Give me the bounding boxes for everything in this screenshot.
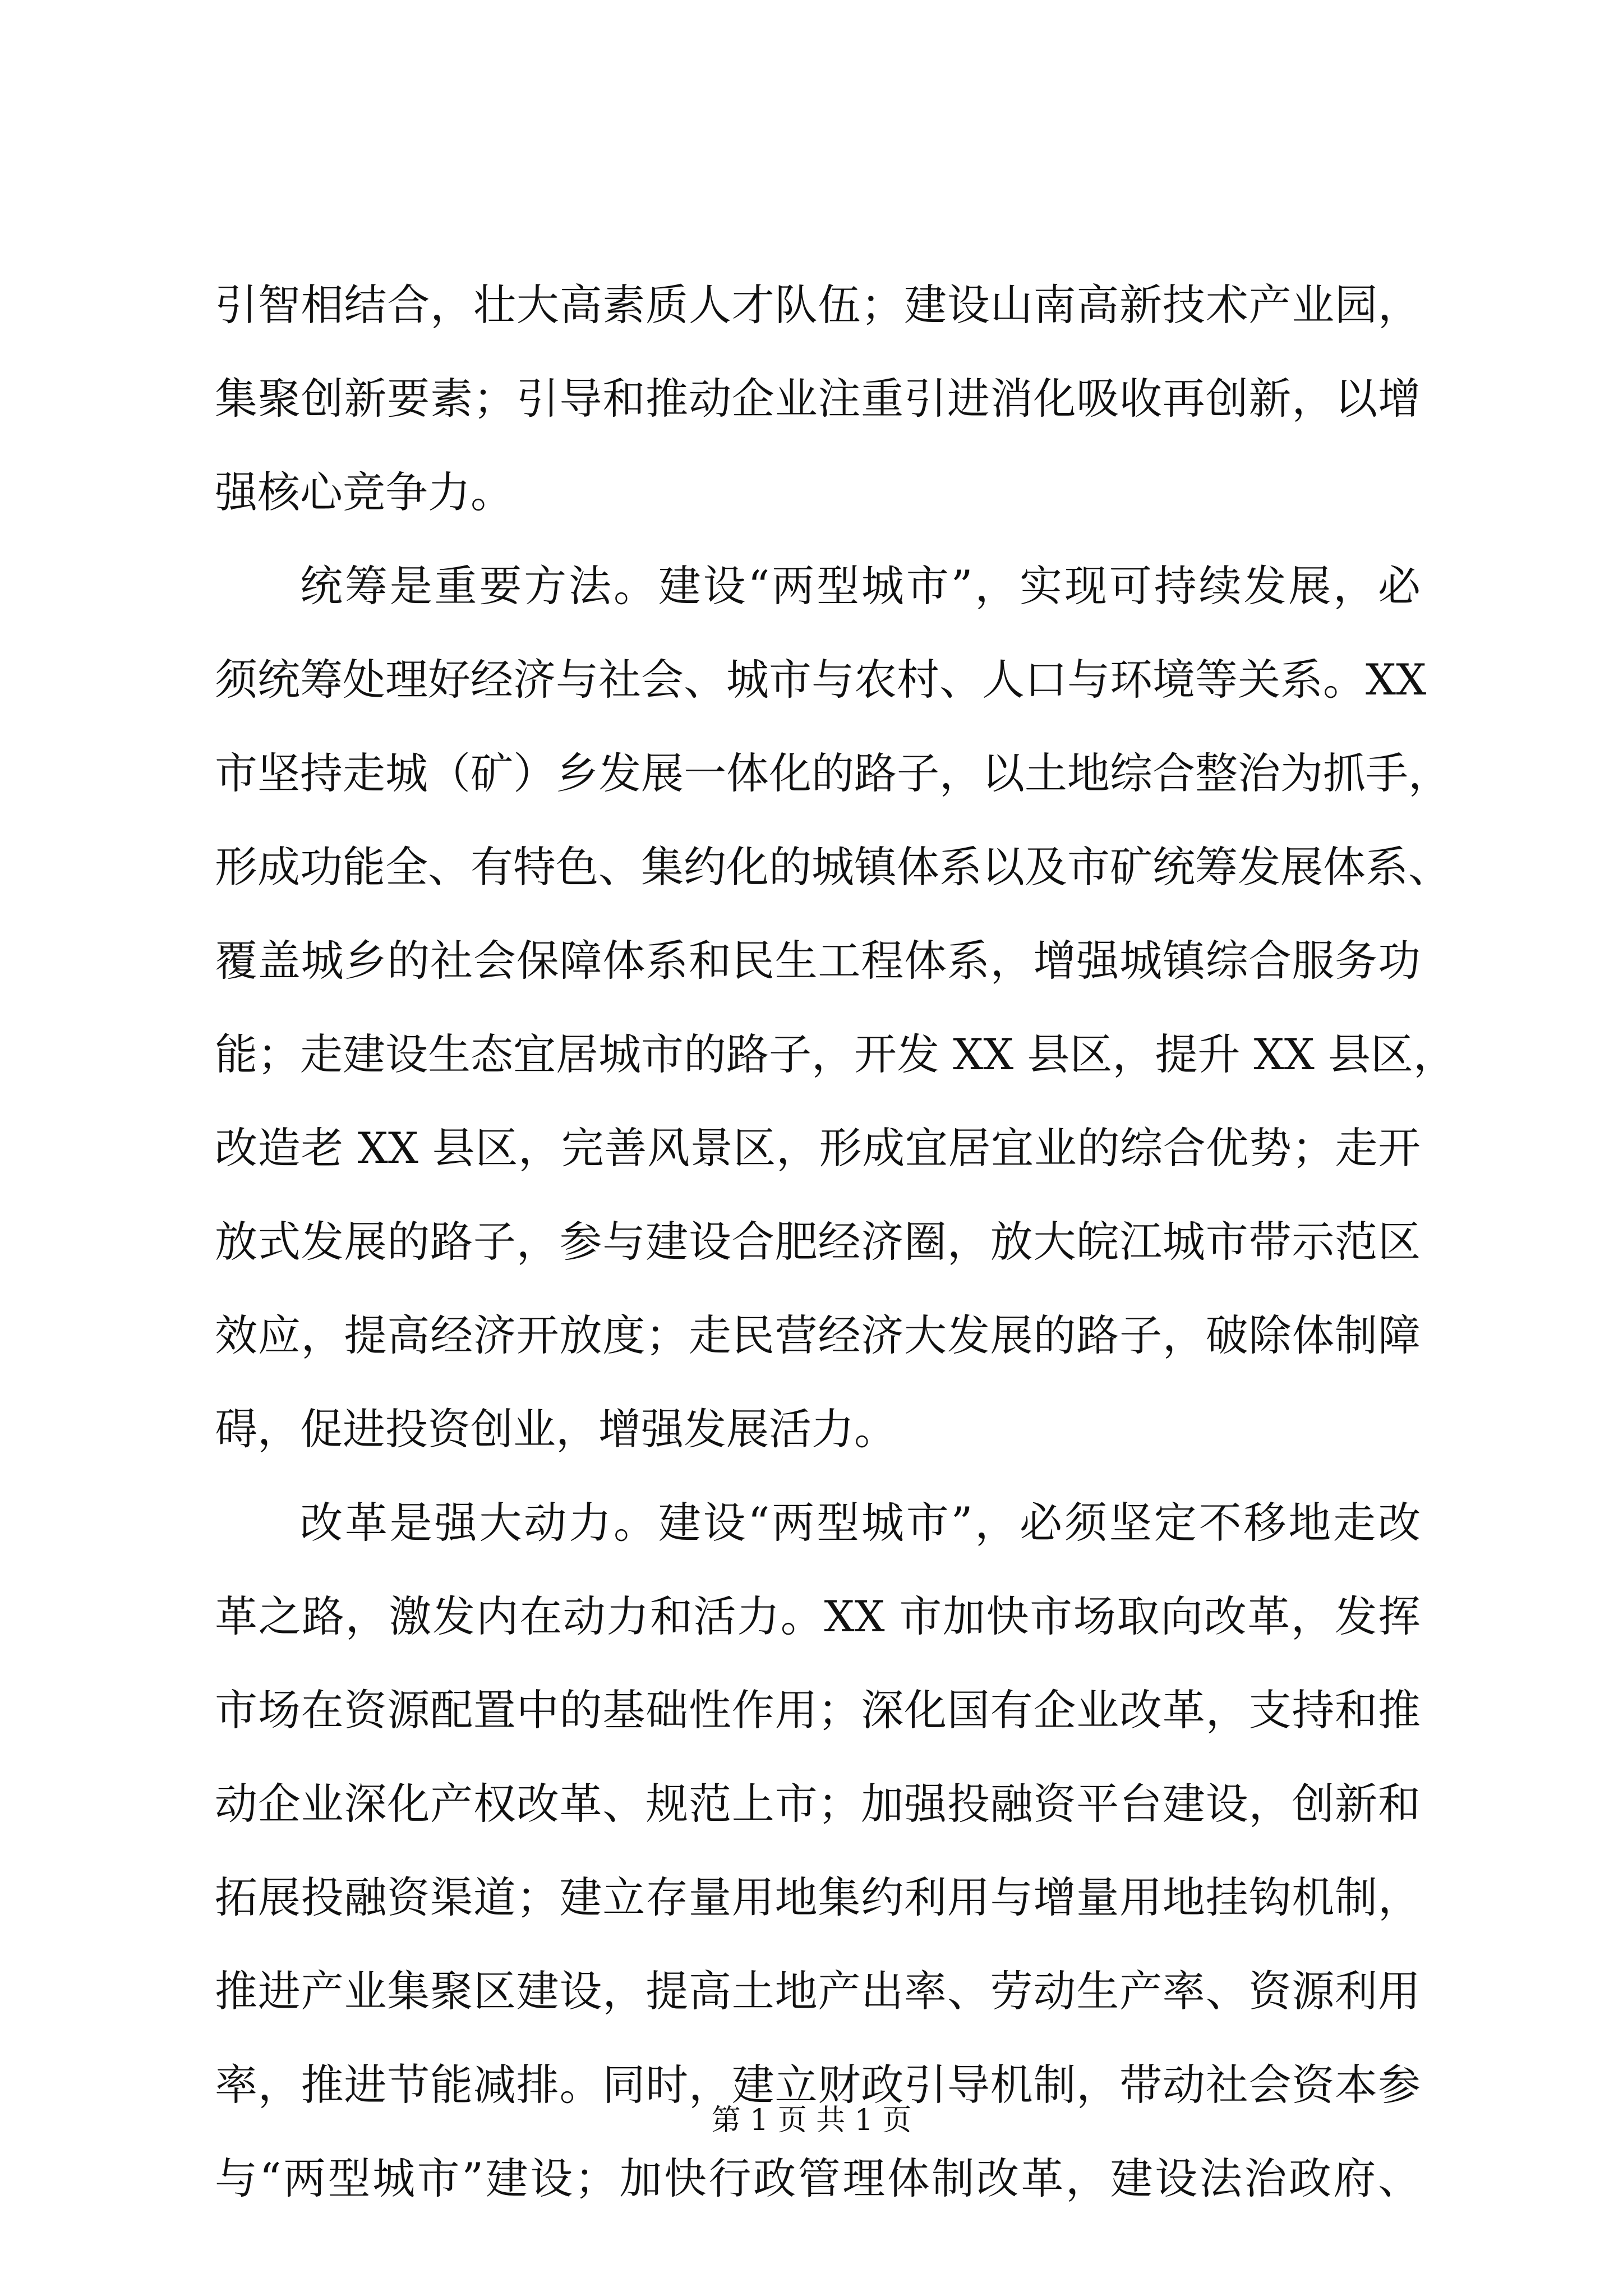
text-line: 动企业深化产权改革、规范上市；加强投融资平台建设，创新和 [215,1779,1421,1829]
text-line: 革之路，激发内在动力和活力。XX 市加快市场取向改革，发挥 [215,1591,1421,1641]
text-line: 碍，促进投资创业，增强发展活力。 [215,1404,897,1454]
page-footer [0,2098,1623,2143]
text-line: 强核心竞争力。 [215,467,513,517]
text-line: 覆盖城乡的社会保障体系和民生工程体系，增强城镇综合服务功 [215,936,1421,986]
text-line: 形成功能全、有特色、集约化的城镇体系以及市矿统筹发展体系、 [215,842,1451,892]
text-line: 能；走建设生态宜居城市的路子，开发 XX 县区，提升 XX 县区， [215,1029,1456,1079]
text-line: 须统筹处理好经济与社会、城市与农村、人口与环境等关系。XX [215,655,1427,705]
text-line: 放式发展的路子，参与建设合肥经济圈，放大皖江城市带示范区 [215,1217,1421,1267]
text-line: 改造老 XX 县区，完善风景区，形成宜居宜业的综合优势；走开 [215,1123,1421,1173]
text-line: 引智相结合，壮大高素质人才队伍；建设山南高新技术产业园， [215,280,1421,330]
text-line: 与“两型城市”建设；加快行政管理体制改革，建设法治政府、 [215,2154,1421,2203]
text-line: 集聚创新要素；引导和推动企业注重引进消化吸收再创新，以增 [215,374,1421,424]
text-line: 市坚持走城（矿）乡发展一体化的路子，以土地综合整治为抓手， [215,748,1451,798]
text-line: 统筹是重要方法。建设“两型城市”，实现可持续发展，必 [300,561,1421,611]
page-number-label: 第 1 页 共 1 页 [711,2104,912,2137]
text-line: 推进产业集聚区建设，提高土地产出率、劳动生产率、资源利用 [215,1966,1421,2016]
text-line: 率，推进节能减排。同时，建立财政引导机制，带动社会资本参 [215,2060,1421,2110]
text-line: 效应，提高经济开放度；走民营经济大发展的路子，破除体制障 [215,1310,1421,1360]
text-line: 改革是强大动力。建设“两型城市”，必须坚定不移地走改 [300,1498,1421,1548]
text-line: 市场在资源配置中的基础性作用；深化国有企业改革，支持和推 [215,1685,1421,1735]
text-line: 拓展投融资渠道；建立存量用地集约利用与增量用地挂钩机制， [215,1872,1421,1922]
document-body [215,258,1456,2225]
